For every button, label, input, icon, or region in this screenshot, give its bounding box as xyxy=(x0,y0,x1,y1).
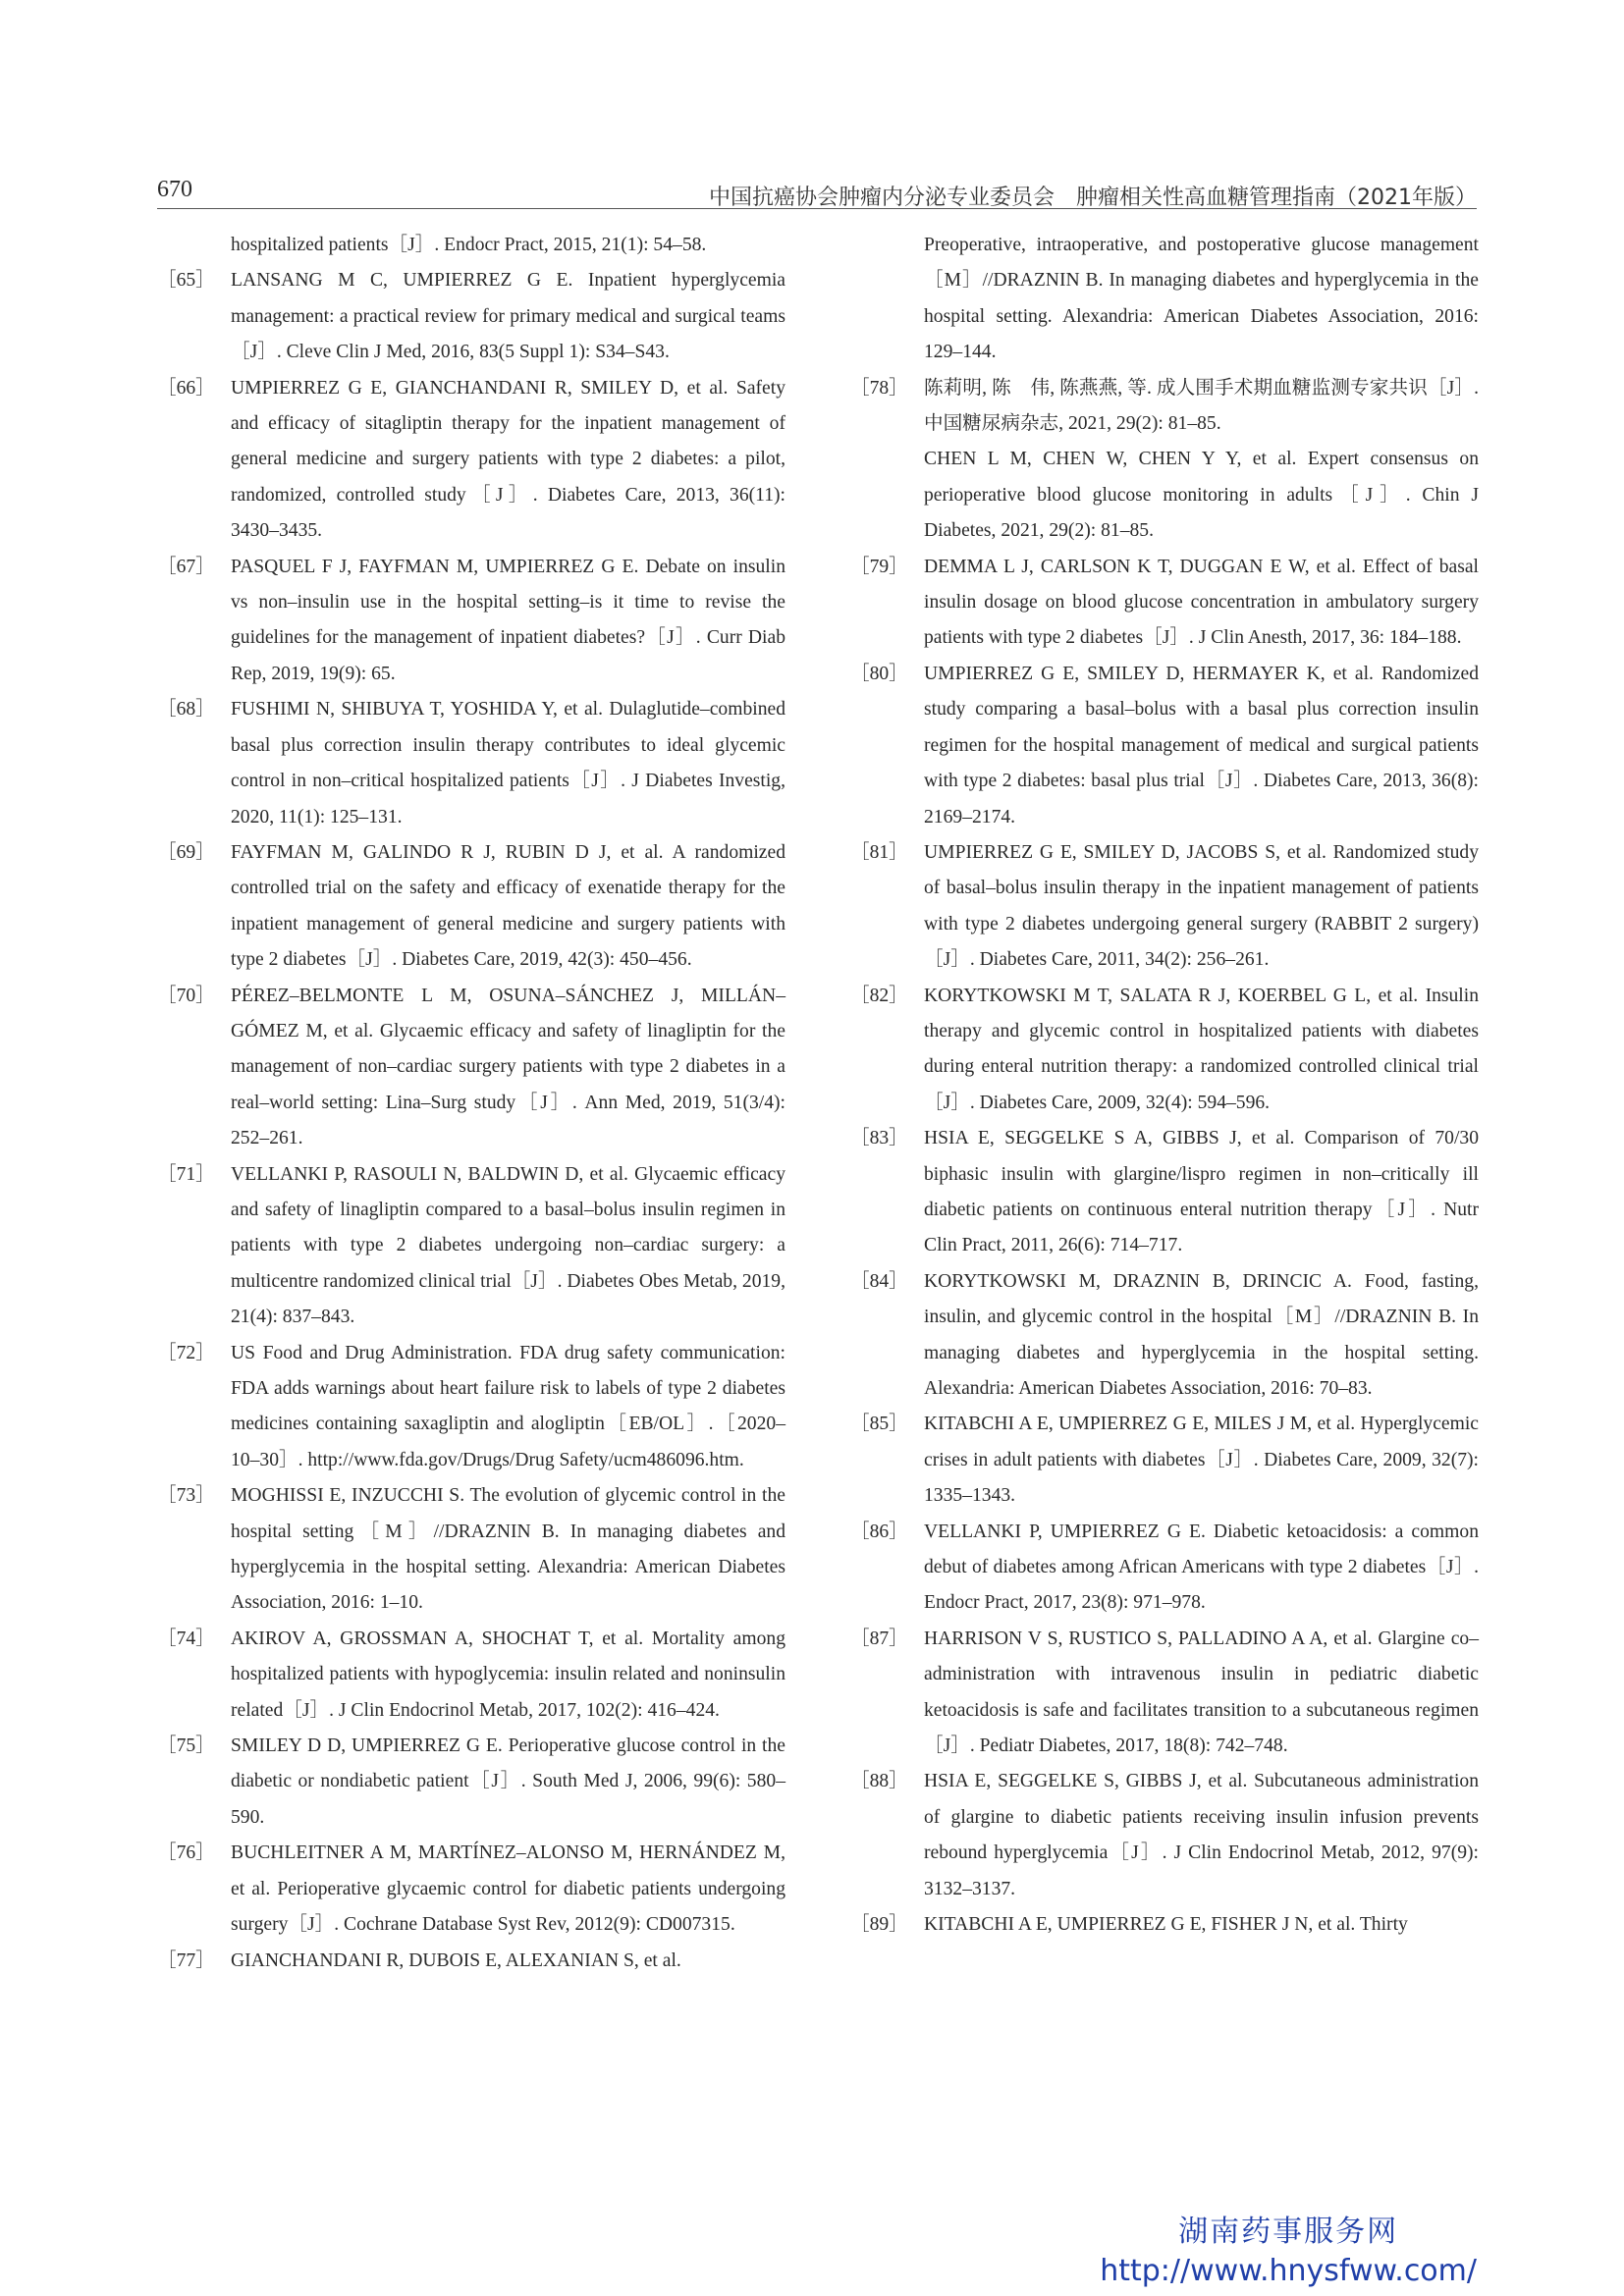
reference-number: ［87］ xyxy=(850,1628,908,1649)
reference-text: MOGHISSI E, INZUCCHI S. The evolution of glycemic control in the hospital setting［M］//DRAZNIN B. In managing diabetes and hyperglycemia in the hospital setting. Alexandria: American Diabetes Association, 2016: 1–10. xyxy=(231,1485,785,1614)
reference-number: ［66］ xyxy=(157,377,215,399)
reference-text: UMPIERREZ G E, SMILEY D, JACOBS S, et al. Randomized study of basal–bolus insulin therapy in the inpatient management of patients with type 2 diabetes undergoing general surgery (RABBIT 2 surgery)［J］. Diabetes Care, 2011, 34(2): 256–261. xyxy=(924,841,1479,971)
reference-entry xyxy=(850,1264,1479,1408)
reference-text: 陈莉明, 陈 伟, 陈燕燕, 等. 成人围手术期血糖监测专家共识［J］. 中国糖尿病杂志, 2021, 29(2): 81–85. xyxy=(924,377,1479,435)
reference-entry xyxy=(850,371,1479,443)
reference-entry xyxy=(157,979,785,1157)
reference-entry xyxy=(850,1121,1479,1264)
reference-entry xyxy=(850,1764,1479,1907)
reference-entry xyxy=(157,1729,785,1836)
reference-number: ［68］ xyxy=(157,699,215,721)
reference-text: VELLANKI P, RASOULI N, BALDWIN D, et al. Glycaemic efficacy and safety of linagliptin compared to a basal–bolus insulin regimen in patients with type 2 diabetes undergoing non–cardiac surgery: a multicentre randomized clinical trial［J］. Diabetes Obes Metab, 2019, 21(4): 837–843. xyxy=(231,1163,785,1328)
reference-entry xyxy=(850,550,1479,657)
reference-number: ［70］ xyxy=(157,985,215,1006)
reference-number: ［76］ xyxy=(157,1842,215,1864)
reference-text: FUSHIMI N, SHIBUYA T, YOSHIDA Y, et al. Dulaglutide–combined basal plus correction insulin therapy contributes to ideal glycemic control in non–critical hospitalized patients［J］. J Diabetes Investig, 2020, 11(1): 125–131. xyxy=(231,699,785,828)
running-header-title: 中国抗癌协会肿瘤内分泌专业委员会 肿瘤相关性高血糖管理指南（2021年版） xyxy=(709,186,1477,210)
reference-text: GIANCHANDANI R, DUBOIS E, ALEXANIAN S, et al. xyxy=(231,1949,681,1971)
reference-text: DEMMA L J, CARLSON K T, DUGGAN E W, et al. Effect of basal insulin dosage on blood glucose concentration in ambulatory surgery patients with type 2 diabetes［J］. J Clin Anesth, 2017, 36: 184–188. xyxy=(924,556,1479,649)
reference-entry xyxy=(157,835,785,979)
reference-entry xyxy=(157,1478,785,1622)
reference-entry xyxy=(157,1836,785,1943)
reference-text: hospitalized patients［J］. Endocr Pract, 2015, 21(1): 54–58. xyxy=(231,235,707,255)
reference-entry xyxy=(157,692,785,835)
reference-entry xyxy=(157,371,785,550)
reference-entry xyxy=(850,657,1479,835)
reference-number: ［73］ xyxy=(157,1485,215,1507)
reference-number: ［71］ xyxy=(157,1163,215,1185)
reference-column-left xyxy=(157,228,785,1979)
reference-text: Preoperative, intraoperative, and postoperative glucose management［M］//DRAZNIN B. In managing diabetes and hyperglycemia in the hospital setting. Alexandria: American Diabetes Association, 2016: 129–144. xyxy=(924,235,1479,363)
reference-entry xyxy=(850,228,1479,371)
reference-number: ［72］ xyxy=(157,1342,215,1363)
reference-entry xyxy=(850,979,1479,1122)
reference-entry xyxy=(157,263,785,370)
reference-number: ［84］ xyxy=(850,1270,908,1292)
site-watermark xyxy=(1100,2207,1477,2288)
reference-text: LANSANG M C, UMPIERREZ G E. Inpatient hyperglycemia management: a practical review for primary medical and surgical teams［J］. Cleve Clin J Med, 2016, 83(5 Suppl 1): S34–S43. xyxy=(231,270,785,363)
reference-text: KITABCHI A E, UMPIERREZ G E, FISHER J N, et al. Thirty xyxy=(924,1914,1408,1936)
watermark-url[interactable]: http://www.hnysfww.com/ xyxy=(1100,2254,1477,2288)
reference-text: KORYTKOWSKI M T, SALATA R J, KOERBEL G L, et al. Insulin therapy and glycemic control in hospitalized patients with diabetes during enteral nutrition therapy: a randomized controlled clinical trial［J］. Diabetes Care, 2009, 32(4): 594–596. xyxy=(924,985,1479,1113)
reference-number: ［77］ xyxy=(157,1949,215,1971)
reference-text: KORYTKOWSKI M, DRAZNIN B, DRINCIC A. Food, fasting, insulin, and glycemic control in the hospital［M］//DRAZNIN B. In managing diabetes and hyperglycemia in the hospital setting. Alexandria: American Diabetes Association, 2016: 70–83. xyxy=(924,1270,1479,1399)
reference-text: PÉREZ–BELMONTE L M, OSUNA–SÁNCHEZ J, MILLÁN–GÓMEZ M, et al. Glycaemic efficacy and safety of linagliptin for the management of non–cardiac surgery patients with type 2 diabetes in a real–world setting: Lina–Surg study［J］. Ann Med, 2019, 51(3/4): 252–261. xyxy=(231,985,785,1149)
watermark-site-name: 湖南药事服务网 xyxy=(1178,2215,1399,2249)
reference-number: ［81］ xyxy=(850,841,908,863)
reference-number: ［80］ xyxy=(850,663,908,684)
reference-text: VELLANKI P, UMPIERREZ G E. Diabetic ketoacidosis: a common debut of diabetes among African Americans with type 2 diabetes［J］. Endocr Pract, 2017, 23(8): 971–978. xyxy=(924,1521,1479,1614)
reference-text: AKIROV A, GROSSMAN A, SHOCHAT T, et al. Mortality among hospitalized patients with hypoglycemia: insulin related and noninsulin related［J］. J Clin Endocrinol Metab, 2017, 102(2): 416–424. xyxy=(231,1628,785,1721)
reference-entry xyxy=(850,442,1479,549)
header-divider xyxy=(157,208,1477,209)
reference-number: ［85］ xyxy=(850,1414,908,1435)
page-number: 670 xyxy=(157,177,192,202)
reference-entry xyxy=(157,1157,785,1336)
reference-entry xyxy=(157,228,785,263)
reference-text: UMPIERREZ G E, GIANCHANDANI R, SMILEY D, et al. Safety and efficacy of sitagliptin therapy for the inpatient management of general medicine and surgery patients with type 2 diabetes: a pilot, randomized, controlled study［J］. Diabetes Care, 2013, 36(11): 3430–3435. xyxy=(231,377,785,542)
reference-text: CHEN L M, CHEN W, CHEN Y Y, et al. Expert consensus on perioperative blood glucose monitoring in adults［J］. Chin J Diabetes, 2021, 29(2): 81–85. xyxy=(924,449,1479,542)
reference-number: ［78］ xyxy=(850,377,908,399)
reference-number: ［79］ xyxy=(850,556,908,577)
reference-entry xyxy=(850,1907,1479,1943)
reference-number: ［83］ xyxy=(850,1128,908,1149)
reference-number: ［88］ xyxy=(850,1771,908,1792)
reference-entry xyxy=(157,1944,785,1979)
reference-entry xyxy=(850,1515,1479,1622)
reference-text: PASQUEL F J, FAYFMAN M, UMPIERREZ G E. Debate on insulin vs non–insulin use in the hospital setting–is it time to revise the guidelines for the management of inpatient diabetes?［J］. Curr Diab Rep, 2019, 19(9): 65. xyxy=(231,556,785,684)
reference-entry xyxy=(850,835,1479,979)
reference-number: ［89］ xyxy=(850,1914,908,1936)
reference-text: UMPIERREZ G E, SMILEY D, HERMAYER K, et al. Randomized study comparing a basal–bolus with a basal plus correction insulin regimen for the hospital management of medical and surgical patients with type 2 diabetes: basal plus trial［J］. Diabetes Care, 2013, 36(8): 2169–2174. xyxy=(924,663,1479,828)
reference-entry xyxy=(157,550,785,693)
reference-number: ［65］ xyxy=(157,270,215,292)
reference-entry xyxy=(157,1336,785,1479)
reference-number: ［75］ xyxy=(157,1735,215,1757)
reference-text: SMILEY D D, UMPIERREZ G E. Perioperative glucose control in the diabetic or nondiabetic patient［J］. South Med J, 2006, 99(6): 580–590. xyxy=(231,1735,785,1828)
reference-number: ［67］ xyxy=(157,556,215,577)
reference-text: HSIA E, SEGGELKE S, GIBBS J, et al. Subcutaneous administration of glargine to diabetic patients receiving insulin infusion prevents rebound hyperglycemia［J］. J Clin Endocrinol Metab, 2012, 97(9): 3132–3137. xyxy=(924,1771,1479,1899)
reference-text: KITABCHI A E, UMPIERREZ G E, MILES J M, et al. Hyperglycemic crises in adult patients with diabetes［J］. Diabetes Care, 2009, 32(7): 1335–1343. xyxy=(924,1414,1479,1507)
reference-entry xyxy=(850,1407,1479,1514)
reference-text: HSIA E, SEGGELKE S A, GIBBS J, et al. Comparison of 70/30 biphasic insulin with glargine/lispro regimen in non–critically ill diabetic patients on continuous enteral nutrition therapy［J］. Nutr Clin Pract, 2011, 26(6): 714–717. xyxy=(924,1128,1479,1256)
reference-entry xyxy=(850,1622,1479,1765)
reference-number: ［82］ xyxy=(850,985,908,1006)
reference-text: US Food and Drug Administration. FDA drug safety communication: FDA adds warnings about heart failure risk to labels of type 2 diabetes medicines containing saxagliptin and alogliptin［EB/OL］.［2020–10–30］. http://www.fda.gov/Drugs/Drug Safety/ucm486096.htm. xyxy=(231,1342,785,1470)
reference-entry xyxy=(157,1622,785,1729)
reference-column-right xyxy=(850,228,1479,1944)
reference-number: ［86］ xyxy=(850,1521,908,1542)
reference-text: BUCHLEITNER A M, MARTÍNEZ–ALONSO M, HERNÁNDEZ M, et al. Perioperative glycaemic control for diabetic patients undergoing surgery［J］. Cochrane Database Syst Rev, 2012(9): CD007315. xyxy=(231,1842,785,1936)
reference-number: ［74］ xyxy=(157,1628,215,1649)
reference-number: ［69］ xyxy=(157,841,215,863)
reference-text: HARRISON V S, RUSTICO S, PALLADINO A A, et al. Glargine co–administration with intravenous insulin in pediatric diabetic ketoacidosis is safe and facilitates transition to a subcutaneous regimen［J］. Pediatr Diabetes, 2017, 18(8): 742–748. xyxy=(924,1628,1479,1757)
reference-text: FAYFMAN M, GALINDO R J, RUBIN D J, et al. A randomized controlled trial on the safety and efficacy of exenatide therapy for the inpatient management of general medicine and surgery patients with type 2 diabetes［J］. Diabetes Care, 2019, 42(3): 450–456. xyxy=(231,841,785,971)
